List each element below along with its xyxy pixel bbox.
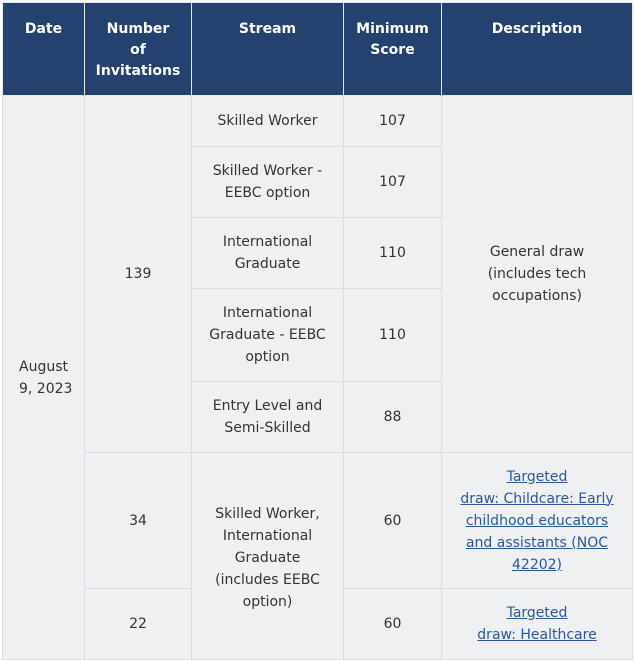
stream-cell: International Graduate - EEBC option xyxy=(192,289,344,382)
description-cell xyxy=(442,453,633,589)
score-cell: 60 xyxy=(344,453,442,589)
date-cell: August 9, 2023 xyxy=(3,96,85,660)
header-invitations: Number of Invitations xyxy=(85,3,192,96)
description-cell: General draw (includes tech occupations) xyxy=(442,96,633,453)
childcare-draw-link[interactable]: Targeted draw: Childcare: Early childhood educators and assistants (NOC 42202) xyxy=(460,468,614,573)
score-cell: 110 xyxy=(344,218,442,289)
score-cell: 110 xyxy=(344,289,442,382)
description-cell xyxy=(442,589,633,660)
header-description: Description xyxy=(442,3,633,96)
invitations-cell: 22 xyxy=(85,589,192,660)
score-cell: 107 xyxy=(344,147,442,218)
invitations-cell: 139 xyxy=(85,96,192,453)
table-row xyxy=(3,453,633,589)
header-minimum-score: Minimum Score xyxy=(344,3,442,96)
stream-cell: Entry Level and Semi-Skilled xyxy=(192,382,344,453)
header-row xyxy=(3,3,633,96)
invitations-cell: 34 xyxy=(85,453,192,589)
stream-cell: International Graduate xyxy=(192,218,344,289)
stream-cell: Skilled Worker xyxy=(192,96,344,147)
table-row xyxy=(3,96,633,147)
score-cell: 88 xyxy=(344,382,442,453)
stream-cell: Skilled Worker - EEBC option xyxy=(192,147,344,218)
header-stream: Stream xyxy=(192,3,344,96)
stream-cell: Skilled Worker, International Graduate (includes EEBC option) xyxy=(192,453,344,660)
score-cell: 60 xyxy=(344,589,442,660)
header-date: Date xyxy=(3,3,85,96)
score-cell: 107 xyxy=(344,96,442,147)
healthcare-draw-link[interactable]: Targeted draw: Healthcare xyxy=(477,605,597,643)
invitations-table xyxy=(2,2,633,660)
